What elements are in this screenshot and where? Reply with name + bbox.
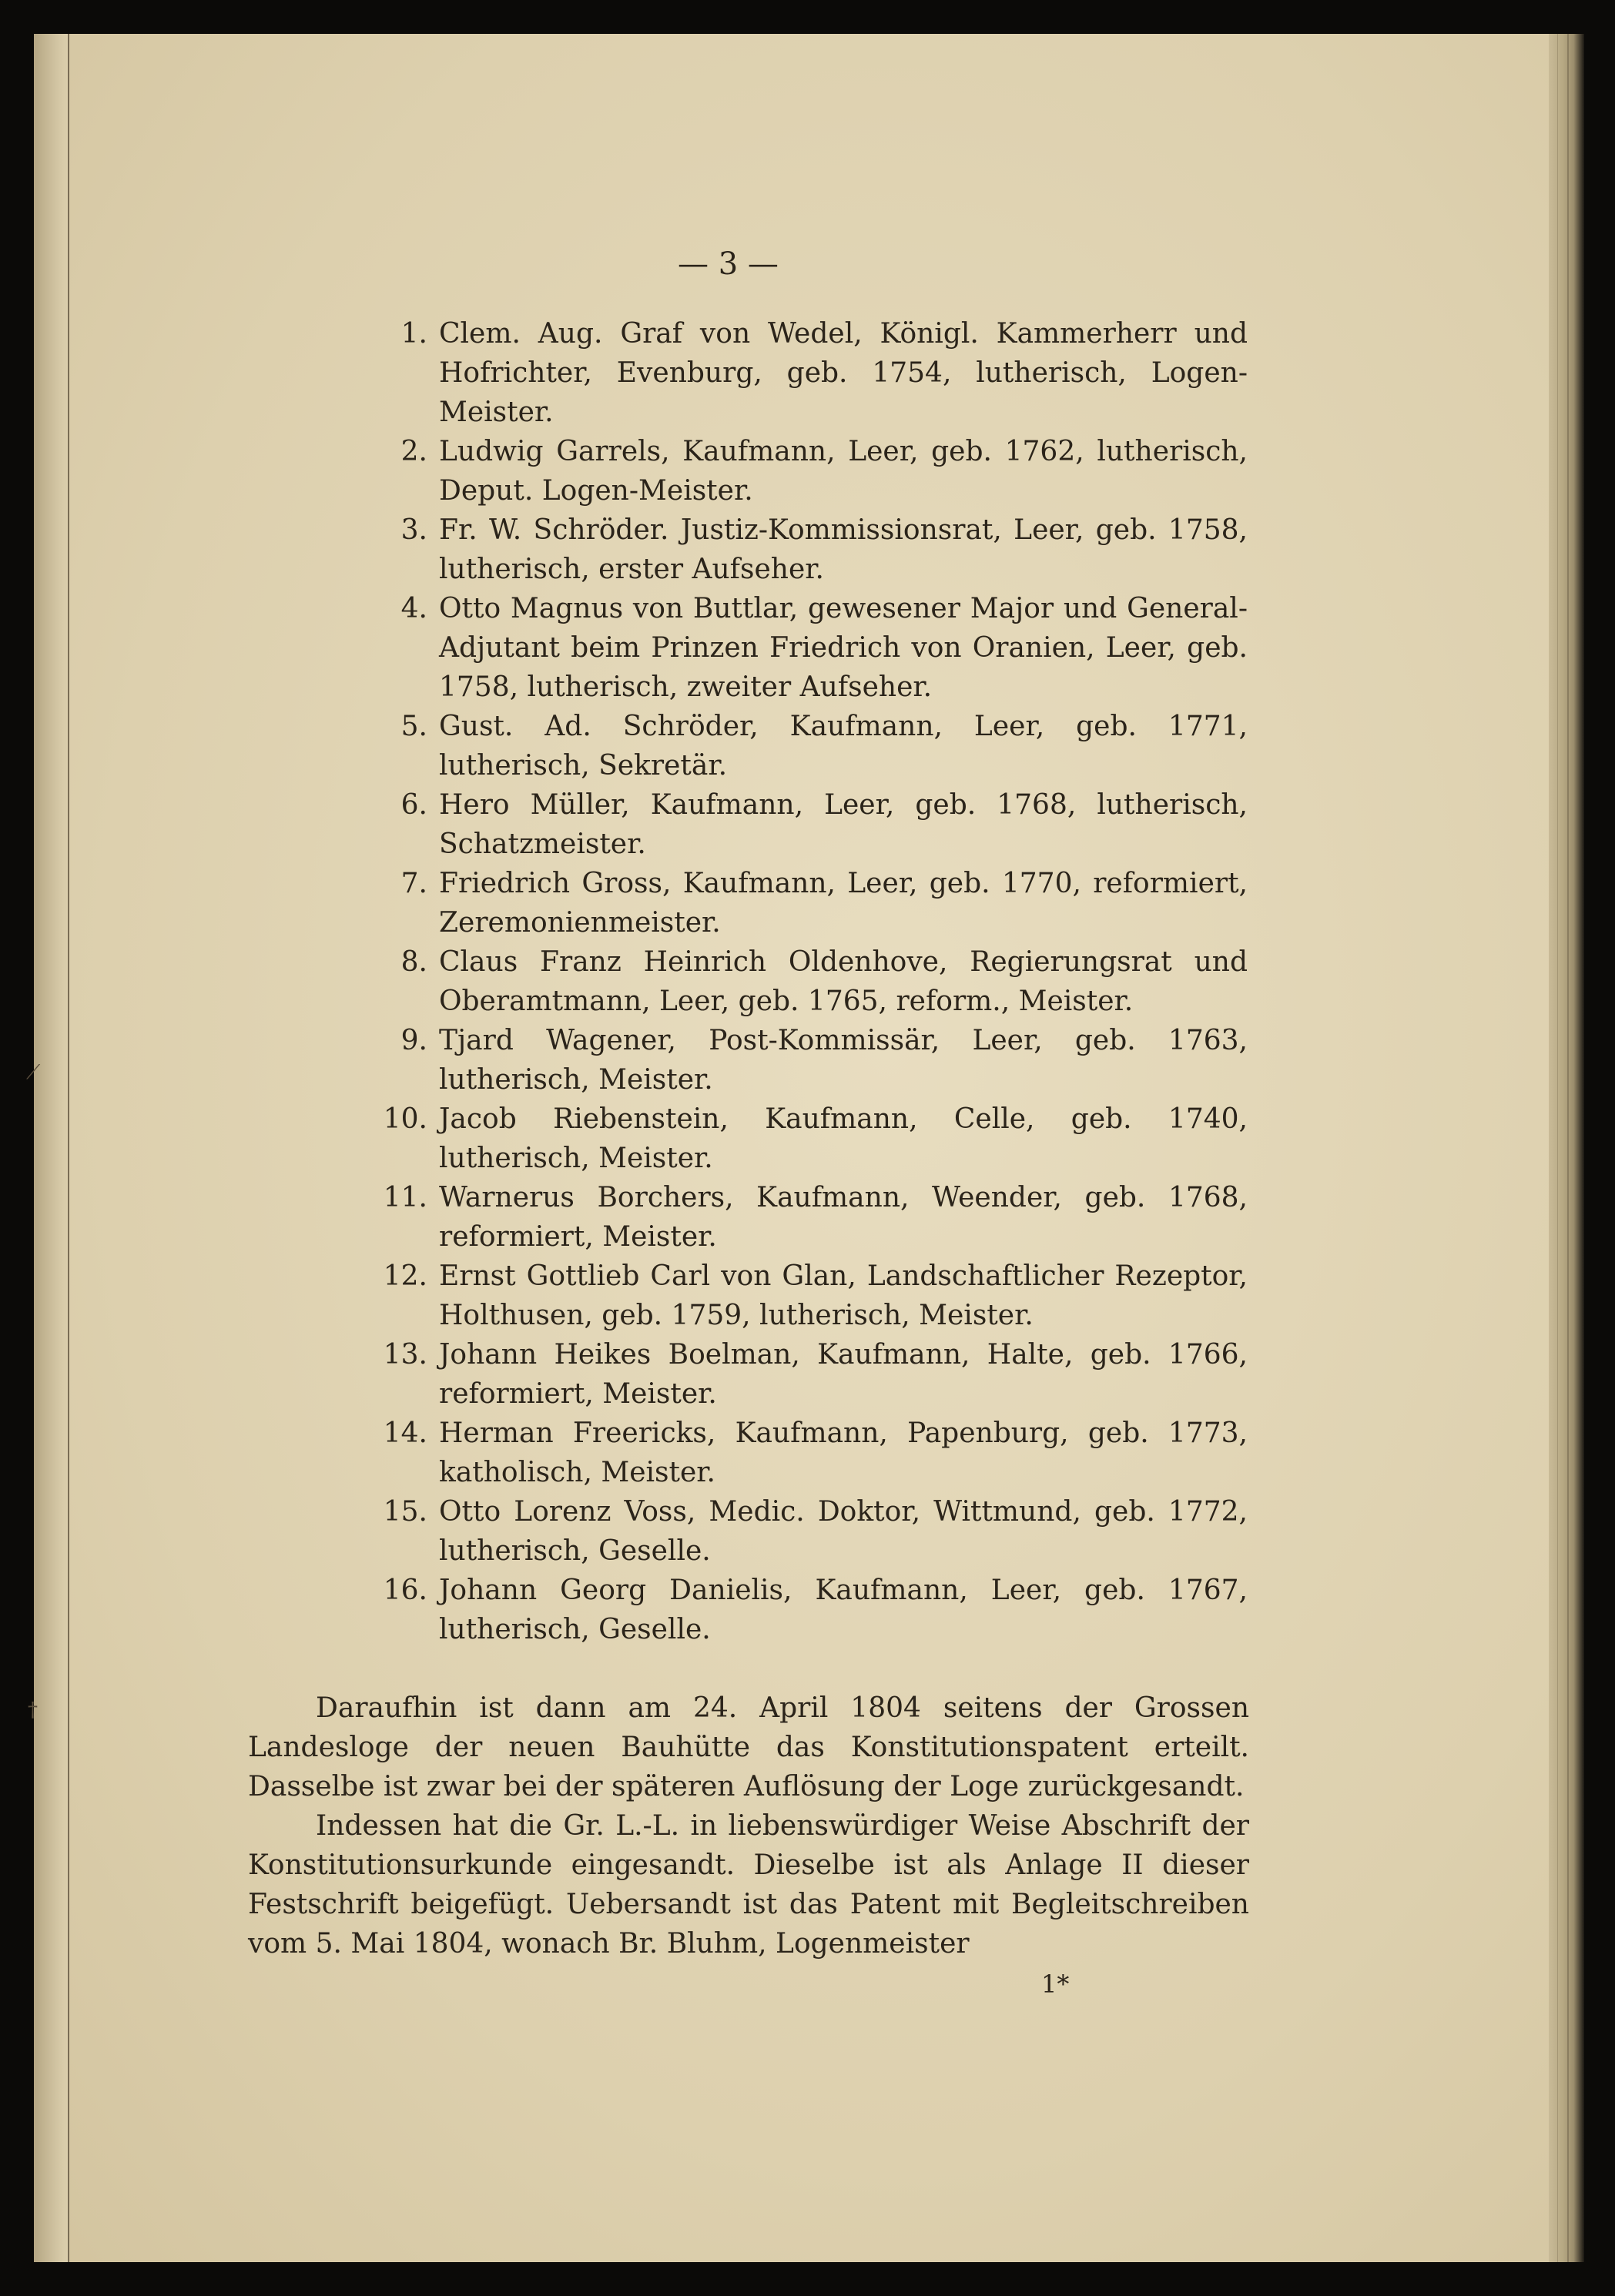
gutter-line — [68, 34, 69, 2262]
list-item — [339, 1021, 1248, 1099]
list-item — [339, 1257, 1248, 1335]
list-item-number: 5. — [400, 711, 427, 742]
signature-mark: 1* — [1041, 1970, 1070, 1999]
list-item-text: Otto Lorenz Voss, Medic. Doktor, Wittmund, geb. 1772, lutherisch, Geselle. — [439, 1496, 1248, 1567]
page-edge — [1549, 34, 1584, 2262]
list-item-text: Johann Heikes Boelman, Kaufmann, Halte, geb. 1766, reformiert, Meister. — [439, 1339, 1248, 1410]
list-item-number: 4. — [400, 593, 427, 624]
list-item-text: Otto Magnus von Buttlar, gewesener Major und General-Adjutant beim Prinzen Friedrich von Oranien, Leer, geb. 1758, lutherisch, zweiter Aufseher. — [439, 593, 1248, 703]
margin-mark: † — [28, 1699, 38, 1722]
list-item — [339, 589, 1248, 707]
list-item-number: 16. — [383, 1575, 427, 1606]
list-item — [339, 1571, 1248, 1649]
list-item-number: 1. — [400, 318, 427, 350]
list-item-number: 12. — [383, 1260, 427, 1292]
list-item-text: Fr. W. Schröder. Justiz-Kommissionsrat, Leer, geb. 1758, lutherisch, erster Aufseher. — [439, 514, 1248, 585]
margin-mark: ⟋ — [26, 1061, 41, 1084]
list-item-number: 9. — [400, 1025, 427, 1056]
list-item-text: Warnerus Borchers, Kaufmann, Weender, geb. 1768, reformiert, Meister. — [439, 1182, 1248, 1253]
list-item-text: Gust. Ad. Schröder, Kaufmann, Leer, geb. 1771, lutherisch, Sekretär. — [439, 711, 1248, 782]
page-edge-line — [1567, 34, 1569, 2262]
body-paragraph: Daraufhin ist dann am 24. April 1804 seitens der Grossen Landesloge der neuen Bauhütte das Konstitutionspatent erteilt. Dasselbe ist zwar bei der späteren Auflösung der Loge zurückgesandt. — [248, 1692, 1249, 1802]
list-item-text: Johann Georg Danielis, Kaufmann, Leer, geb. 1767, lutherisch, Geselle. — [439, 1575, 1248, 1645]
list-item-text: Clem. Aug. Graf von Wedel, Königl. Kammerherr und Hofrichter, Evenburg, geb. 1754, lutherisch, Logen-Meister. — [439, 318, 1248, 428]
list-item-text: Friedrich Gross, Kaufmann, Leer, geb. 1770, reformiert, Zeremonienmeister. — [439, 868, 1248, 939]
list-item-number: 11. — [383, 1182, 427, 1213]
list-item-text: Herman Freericks, Kaufmann, Papenburg, geb. 1773, katholisch, Meister. — [439, 1417, 1248, 1488]
list-item — [339, 942, 1248, 1021]
list-item — [339, 864, 1248, 942]
list-item-number: 8. — [400, 946, 427, 978]
list-item — [339, 1492, 1248, 1571]
list-item-number: 7. — [400, 868, 427, 899]
list-item-text: Jacob Riebenstein, Kaufmann, Celle, geb. 1740, lutherisch, Meister. — [439, 1103, 1248, 1174]
list-item-number: 6. — [400, 789, 427, 821]
list-item — [339, 1414, 1248, 1492]
list-item — [339, 314, 1248, 432]
list-item-number: 13. — [383, 1339, 427, 1371]
body-paragraph: Indessen hat die Gr. L.-L. in liebenswürdiger Weise Abschrift der Konstitutionsurkunde eingesandt. Dieselbe ist als Anlage II dieser Festschrift beigefügt. Uebersandt ist das Patent mit Begleitschreiben vom 5. Mai 1804, wonach Br. Bluhm, Logenmeister — [248, 1810, 1249, 1960]
page-number: — 3 — — [678, 246, 779, 282]
page-edge-line — [1557, 34, 1558, 2262]
list-item-text: Tjard Wagener, Post-Kommissär, Leer, geb. 1763, lutherisch, Meister. — [439, 1025, 1248, 1096]
list-item-number: 3. — [400, 514, 427, 546]
list-item-number: 2. — [400, 436, 427, 467]
list-item — [339, 432, 1248, 510]
list-item-text: Ernst Gottlieb Carl von Glan, Landschaftlicher Rezeptor, Holthusen, geb. 1759, lutherisch, Meister. — [439, 1260, 1248, 1331]
list-item — [339, 1335, 1248, 1414]
book-gutter — [34, 34, 69, 2262]
list-item-text: Hero Müller, Kaufmann, Leer, geb. 1768, lutherisch, Schatzmeister. — [439, 789, 1248, 860]
list-item — [339, 1178, 1248, 1257]
list-item-number: 14. — [383, 1417, 427, 1449]
list-item — [339, 510, 1248, 589]
list-item-number: 10. — [383, 1103, 427, 1135]
list-item — [339, 785, 1248, 864]
list-item — [339, 1099, 1248, 1178]
list-item — [339, 707, 1248, 785]
list-item-number: 15. — [383, 1496, 427, 1528]
member-list — [339, 314, 1248, 1649]
list-item-text: Ludwig Garrels, Kaufmann, Leer, geb. 1762, lutherisch, Deput. Logen-Meister. — [439, 436, 1248, 507]
list-item-text: Claus Franz Heinrich Oldenhove, Regierungsrat und Oberamtmann, Leer, geb. 1765, reform., Meister. — [439, 946, 1248, 1017]
